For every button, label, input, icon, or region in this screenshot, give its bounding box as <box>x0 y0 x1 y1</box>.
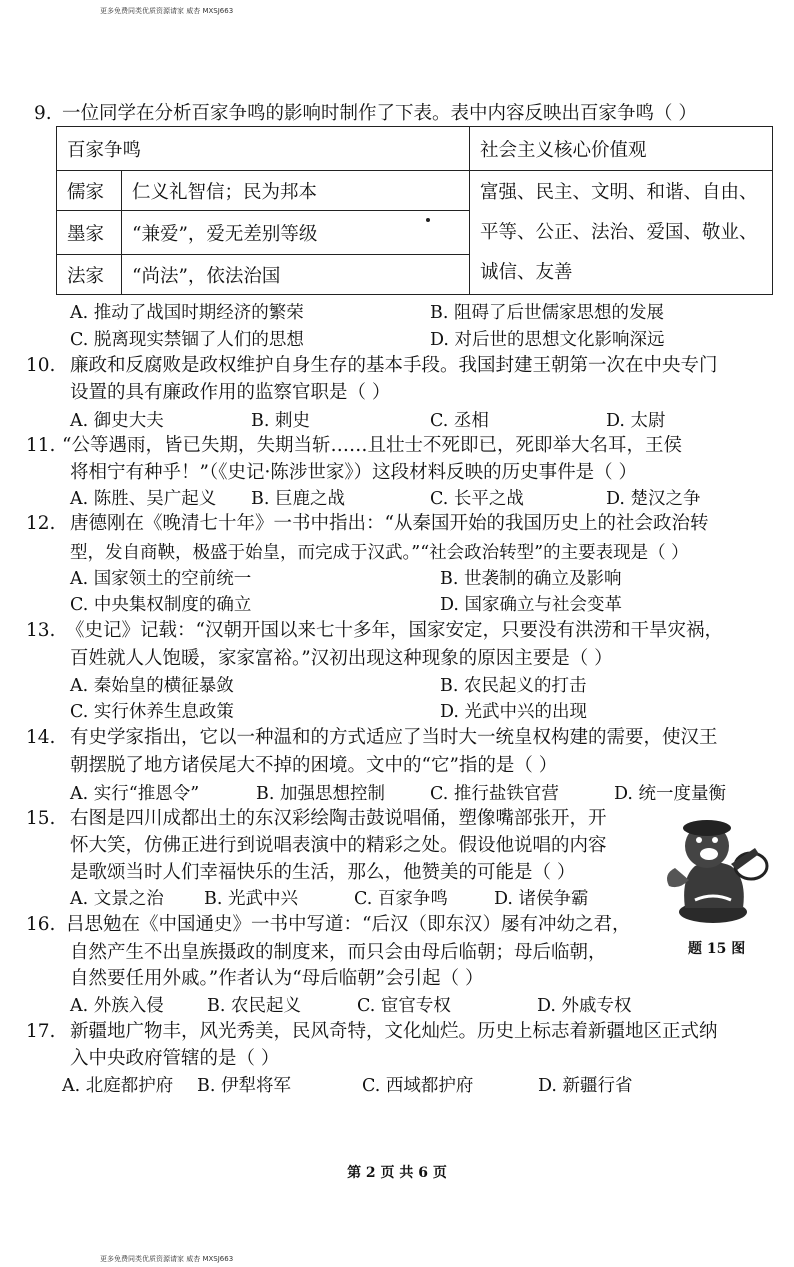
table-cell-values <box>470 171 773 295</box>
q16-option-a: A. 外族入侵 <box>70 996 164 1016</box>
q16-line-1: 吕思勉在《中国通史》一书中写道：“后汉（即东汉）屡有冲幼之君， <box>66 914 631 935</box>
q14-option-b: B. 加强思想控制 <box>256 784 385 804</box>
q9-option-c: C. 脱离现实禁锢了人们的思想 <box>70 330 304 350</box>
page-footer: 第 2 页 共 6 页 <box>347 1165 447 1181</box>
q17-line-2: 入中央政府管辖的是（ ） <box>70 1048 280 1069</box>
q9-option-b: B. 阻碍了后世儒家思想的发展 <box>430 303 664 323</box>
q12-line-1: 唐德刚在《晚清七十年》一书中指出：“从秦国开始的我国历史上的社会政治转 <box>70 513 709 534</box>
q13-option-c: C. 实行休养生息政策 <box>70 702 234 722</box>
q11-line-2: 将相宁有种乎！”（《史记·陈涉世家》）这段材料反映的历史事件是（ ） <box>70 462 637 483</box>
q15-option-d: D. 诸侯争霸 <box>494 889 589 909</box>
q15-number: 15. <box>26 808 56 829</box>
q13-option-b: B. 农民起义的打击 <box>440 676 587 696</box>
q16-option-c: C. 宦官专权 <box>357 996 451 1016</box>
q17-line-1: 新疆地广物丰，风光秀美，民风奇特，文化灿烂。历史上标志着新疆地区正式纳 <box>70 1021 718 1042</box>
q10-line-1: 廉政和反腐败是政权维护自身生存的基本手段。我国封建王朝第一次在中央专门 <box>70 355 718 376</box>
q17-option-c: C. 西域都护府 <box>362 1076 474 1096</box>
q9-table <box>56 126 773 295</box>
q16-option-d: D. 外戚专权 <box>537 996 632 1016</box>
values-line: 平等、公正、法治、爱国、敬业、 <box>480 221 758 243</box>
table-cell-school: 法家 <box>57 255 122 295</box>
q16-line-2: 自然产生不出皇族摄政的制度来，而只会由母后临朝；母后临朝， <box>70 942 607 963</box>
q11-line-1: “公等遇雨，皆已失期，失期当斩……且壮士不死即已，死即举大名耳，王侯 <box>62 435 682 456</box>
q10-option-b: B. 刺史 <box>251 411 310 431</box>
table-cell-idea: 仁义礼智信；民为邦本 <box>122 171 470 211</box>
q15-option-a: A. 文景之治 <box>70 889 164 909</box>
ink-dot <box>426 218 430 222</box>
q16-number: 16. <box>26 914 56 935</box>
q15-line-1: 右图是四川成都出土的东汉彩绘陶击鼓说唱俑，塑像嘴部张开，开 <box>70 808 607 829</box>
q13-line-1: 《史记》记载：“汉朝开国以来七十多年，国家安定，只要没有洪涝和干旱灾祸， <box>66 620 723 641</box>
q11-option-d: D. 楚汉之争 <box>606 489 701 509</box>
q13-option-d: D. 光武中兴的出现 <box>440 702 588 722</box>
table-header-schools: 百家争鸣 <box>57 127 470 171</box>
q15-option-b: B. 光武中兴 <box>204 889 298 909</box>
q9-number: 9. <box>34 103 52 124</box>
q11-option-a: A. 陈胜、吴广起义 <box>70 489 217 509</box>
q13-number: 13. <box>26 620 56 641</box>
table-cell-idea: “兼爱”，爱无差别等级 <box>122 211 470 255</box>
q12-option-d: D. 国家确立与社会变革 <box>440 595 623 615</box>
q14-number: 14. <box>26 727 56 748</box>
figure-caption: 题 15 图 <box>688 941 746 957</box>
q12-number: 12. <box>26 513 56 534</box>
q12-option-a: A. 国家领土的空前统一 <box>70 569 252 589</box>
q9-option-a: A. 推动了战国时期经济的繁荣 <box>70 303 304 323</box>
q10-number: 10. <box>26 355 56 376</box>
q14-line-2: 朝摆脱了地方诸侯尾大不掉的困境。文中的“它”指的是（ ） <box>70 755 558 776</box>
q16-option-b: B. 农民起义 <box>207 996 301 1016</box>
table-cell-school: 墨家 <box>57 211 122 255</box>
q14-option-c: C. 推行盐铁官营 <box>430 784 559 804</box>
q14-option-d: D. 统一度量衡 <box>614 784 727 804</box>
page-header-bottom: 更多免费同类优质资源请家 威杏 MXSJ663 <box>100 1255 234 1263</box>
q16-line-3: 自然要任用外戚。”作者认为“母后临朝”会引起（ ） <box>70 968 484 989</box>
q14-option-a: A. 实行“推恩令” <box>70 784 200 804</box>
q10-line-2: 设置的具有廉政作用的监察官职是（ ） <box>70 382 391 403</box>
q12-option-b: B. 世袭制的确立及影响 <box>440 569 622 589</box>
q11-option-c: C. 长平之战 <box>430 489 524 509</box>
q10-option-a: A. 御史大夫 <box>70 411 164 431</box>
q15-option-c: C. 百家争鸣 <box>354 889 448 909</box>
q12-option-c: C. 中央集权制度的确立 <box>70 595 252 615</box>
q15-line-3: 是歌颂当时人们幸福快乐的生活，那么，他赞美的可能是（ ） <box>70 862 576 883</box>
table-cell-school: 儒家 <box>57 171 122 211</box>
q14-line-1: 有史学家指出，它以一种温和的方式适应了当时大一统皇权构建的需要，使汉王 <box>70 727 718 748</box>
q13-line-2: 百姓就人人饱暖，家家富裕。”汉初出现这种现象的原因主要是（ ） <box>70 648 613 669</box>
page-header-top: 更多免费同类优质资源请家 威杏 MXSJ663 <box>100 7 234 15</box>
storyteller-figurine-image <box>655 808 775 928</box>
q17-option-d: D. 新疆行省 <box>538 1076 633 1096</box>
q10-option-c: C. 丞相 <box>430 411 489 431</box>
values-line: 富强、民主、文明、和谐、自由、 <box>480 181 758 203</box>
table-header-values: 社会主义核心价值观 <box>470 127 773 171</box>
q15-line-2: 怀大笑，仿佛正进行到说唱表演中的精彩之处。假设他说唱的内容 <box>70 835 607 856</box>
values-line: 诚信、友善 <box>480 261 573 283</box>
q10-option-d: D. 太尉 <box>606 411 666 431</box>
q13-option-a: A. 秦始皇的横征暴敛 <box>70 676 234 696</box>
q9-stem: 一位同学在分析百家争鸣的影响时制作了下表。表中内容反映出百家争鸣（ ） <box>62 103 697 124</box>
q17-option-b: B. 伊犁将军 <box>197 1076 291 1096</box>
q9-option-d: D. 对后世的思想文化影响深远 <box>430 330 665 350</box>
table-cell-idea: “尚法”，依法治国 <box>122 255 470 295</box>
q12-line-2: 型，发自商鞅，极盛于始皇，而完成于汉武。”“社会政治转型”的主要表现是（ ） <box>70 543 689 563</box>
q11-option-b: B. 巨鹿之战 <box>251 489 345 509</box>
q17-option-a: A. 北庭都护府 <box>62 1076 174 1096</box>
q11-number: 11. <box>26 435 56 456</box>
q17-number: 17. <box>26 1021 56 1042</box>
